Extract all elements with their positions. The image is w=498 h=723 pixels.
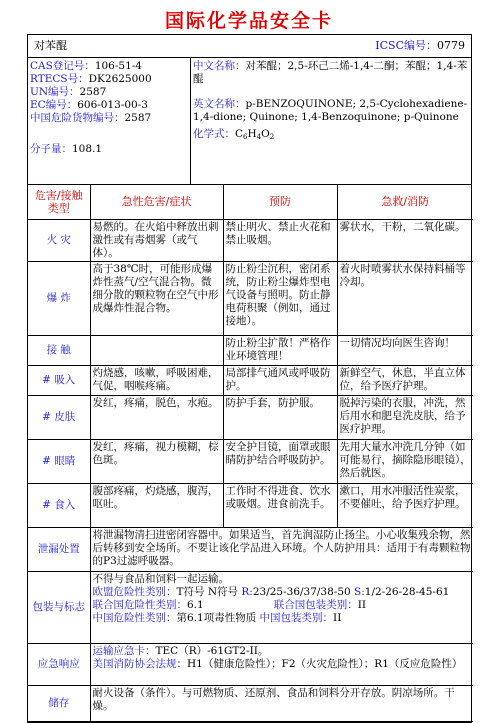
row-symptoms: 发红，疼痛，脱色，水疱。 [90, 395, 223, 439]
emergency-content [90, 643, 473, 685]
row-symptoms: 易燃的。在火焰中释放出刺激性或有毒烟雾（或气体）。 [90, 219, 223, 261]
storage-text: 耐火设备（条件）。与可燃物质、还原剂、食品和饲料分开存放。阴凉场所。干燥。 [90, 685, 473, 721]
table-row [28, 335, 473, 365]
hazard-header-row [28, 185, 473, 219]
emergency-card-line: 运输应急卡：TEC（R）-61GT2-II。 [92, 644, 269, 657]
mw-line [30, 143, 190, 156]
leak-text: 将泄漏物清扫进密闭容器中。如果适当，首先润湿防止扬尘。小心收集残余物，然后转移到安全场所。不要让该化学品进入环境。个人防护用具：适用于有毒颗粒物的P3过滤呼吸器。 [90, 527, 473, 571]
icsc-value: 0779 [437, 39, 465, 52]
cas-value: 106-51-4 [94, 60, 142, 72]
en-name-value: p-BENZOQUINONE; 2,5-Cyclohexadiene-1,4-dione; Quinone; 1,4-Benzoquinone; p-Quinone [193, 98, 468, 123]
emergency-row [28, 643, 473, 685]
row-prevention: 安全护目镜，面罩或眼睛防护结合呼吸防护。 [223, 439, 337, 483]
en-name-line [193, 98, 468, 124]
cn-danger-label: 中国危险货物编号： [30, 112, 125, 124]
en-name-label: 英文名称： [193, 98, 246, 110]
identifiers-left [30, 60, 190, 156]
table-row [28, 483, 473, 527]
row-type: 爆 炸 [28, 261, 90, 335]
packaging-label: 包装与标志 [28, 571, 90, 643]
table-row [28, 439, 473, 483]
row-type: 火 灾 [28, 219, 90, 261]
chemical-name: 对苯醌 [34, 39, 67, 52]
table-row [28, 395, 473, 439]
packaging-row [28, 571, 473, 643]
packaging-eu-line: 欧盟危险性类别：T符号 N符号 R:23/25-36/37/38-50 S:1/2-26-28-45-61 [92, 585, 450, 598]
storage-label: 储存 [28, 685, 90, 721]
formula-label: 化学式： [193, 128, 235, 140]
rtecs-label: RTECS号： [30, 73, 89, 85]
header-prevention: 预防 [223, 185, 337, 219]
cn-name-value: 对苯醌；2,5-环己二烯-1,4-二酮；苯醌；1,4-苯醌 [193, 60, 468, 85]
row-type: # 皮肤 [28, 395, 90, 439]
row-prevention: 禁止明火、禁止火花和禁止吸烟。 [223, 219, 337, 261]
emergency-label: 应急响应 [28, 643, 90, 685]
name-bar [28, 35, 471, 58]
row-type: # 吸入 [28, 365, 90, 395]
cas-line [30, 60, 190, 73]
un-label: UN编号： [30, 86, 80, 98]
row-aid: 漱口，用水冲服活性炭浆，不要催吐，给予医疗护理。 [337, 483, 473, 527]
row-symptoms [90, 335, 223, 365]
formula-line [193, 128, 468, 144]
ec-label: EC编号： [30, 99, 78, 111]
rtecs-line [30, 73, 190, 86]
header-type: 危害/接触类型 [28, 185, 90, 219]
row-aid: 雾状水，干粉，二氧化碳。 [337, 219, 473, 261]
info-divider [190, 58, 191, 184]
row-symptoms: 灼烧感，咳嗽，呼吸困难，气促，咽喉疼痛。 [90, 365, 223, 395]
leak-row [28, 527, 473, 571]
identification-block [28, 58, 471, 185]
row-symptoms: 发红，疼痛，视力模糊，棕色斑。 [90, 439, 223, 483]
row-type: 接 触 [28, 335, 90, 365]
row-type: # 食入 [28, 483, 90, 527]
row-aid: 一切情况均向医生咨询！ [337, 335, 473, 365]
emergency-nfpa-line: 美国消防协会法规：H1（健康危险性）；F2（火灾危险性）；R1（反应危险性） [92, 657, 463, 670]
row-symptoms: 腹部疼痛，灼烧感，腹泻，呕吐。 [90, 483, 223, 527]
table-row [28, 365, 473, 395]
row-prevention: 防止粉尘扩散！严格作业环境管理！ [223, 335, 337, 365]
hazard-table [28, 185, 473, 722]
cn-name-label: 中文名称： [193, 60, 246, 72]
cn-name-line [193, 60, 468, 86]
icsc-label: ICSC编号： [375, 39, 437, 52]
storage-row [28, 685, 473, 721]
leak-label: 泄漏处置 [28, 527, 90, 571]
table-row [28, 261, 473, 335]
row-prevention: 工作时不得进食、饮水或吸烟。进食前洗手。 [223, 483, 337, 527]
packaging-line-1: 不得与食品和饲料一起运输。 [92, 572, 229, 585]
cn-danger-value: 2587 [124, 112, 152, 124]
un-line [30, 86, 190, 99]
packaging-un-line: 联合国危险性类别：6.1 联合国包装类别：II [92, 598, 366, 611]
row-aid: 新鲜空气，休息，半直立体位，给予医疗护理。 [337, 365, 473, 395]
identifiers-right [193, 60, 468, 144]
formula-value: $C_6H_4O_2$ [235, 128, 275, 141]
row-aid: 脱掉污染的衣服，冲洗，然后用水和肥皂洗皮肤，给予医疗护理。 [337, 395, 473, 439]
row-prevention: 局部排气通风或呼吸防护。 [223, 365, 337, 395]
mw-label: 分子量： [30, 143, 72, 155]
cn-danger-line [30, 112, 190, 125]
row-prevention: 防止粉尘沉积，密闭系统，防止粉尘爆炸型电气设备与照明。防止静电荷积聚（例如，通过接地）。 [223, 261, 337, 335]
row-aid: 着火时喷雾状水保持料桶等冷却。 [337, 261, 473, 335]
ec-value: 606-013-00-3 [77, 99, 148, 111]
packaging-content [90, 571, 473, 643]
row-prevention: 防护手套，防护服。 [223, 395, 337, 439]
row-aid: 先用大量水冲洗几分钟（如可能易行，摘除隐形眼镜），然后就医。 [337, 439, 473, 483]
table-row [28, 219, 473, 261]
row-type: # 眼睛 [28, 439, 90, 483]
row-symptoms: 高于38℃时，可能形成爆炸性蒸气/空气混合物。微细分散的颗粒物在空气中形成爆炸性混合物。 [90, 261, 223, 335]
card-title: 国际化学品安全卡 [164, 10, 333, 32]
un-value: 2587 [79, 86, 107, 98]
rtecs-value: DK2625000 [88, 73, 152, 85]
icsc-number [375, 35, 465, 57]
packaging-cn-line: 中国危险性类别：第6.1项毒性物质 中国包装类别：II [92, 611, 342, 624]
header-aid: 急救/消防 [337, 185, 473, 219]
header-symptoms: 急性危害/症状 [90, 185, 223, 219]
ec-line [30, 99, 190, 112]
card-sheet [27, 34, 472, 723]
cas-label: CAS登记号： [30, 60, 95, 72]
mw-value: 108.1 [72, 143, 103, 155]
